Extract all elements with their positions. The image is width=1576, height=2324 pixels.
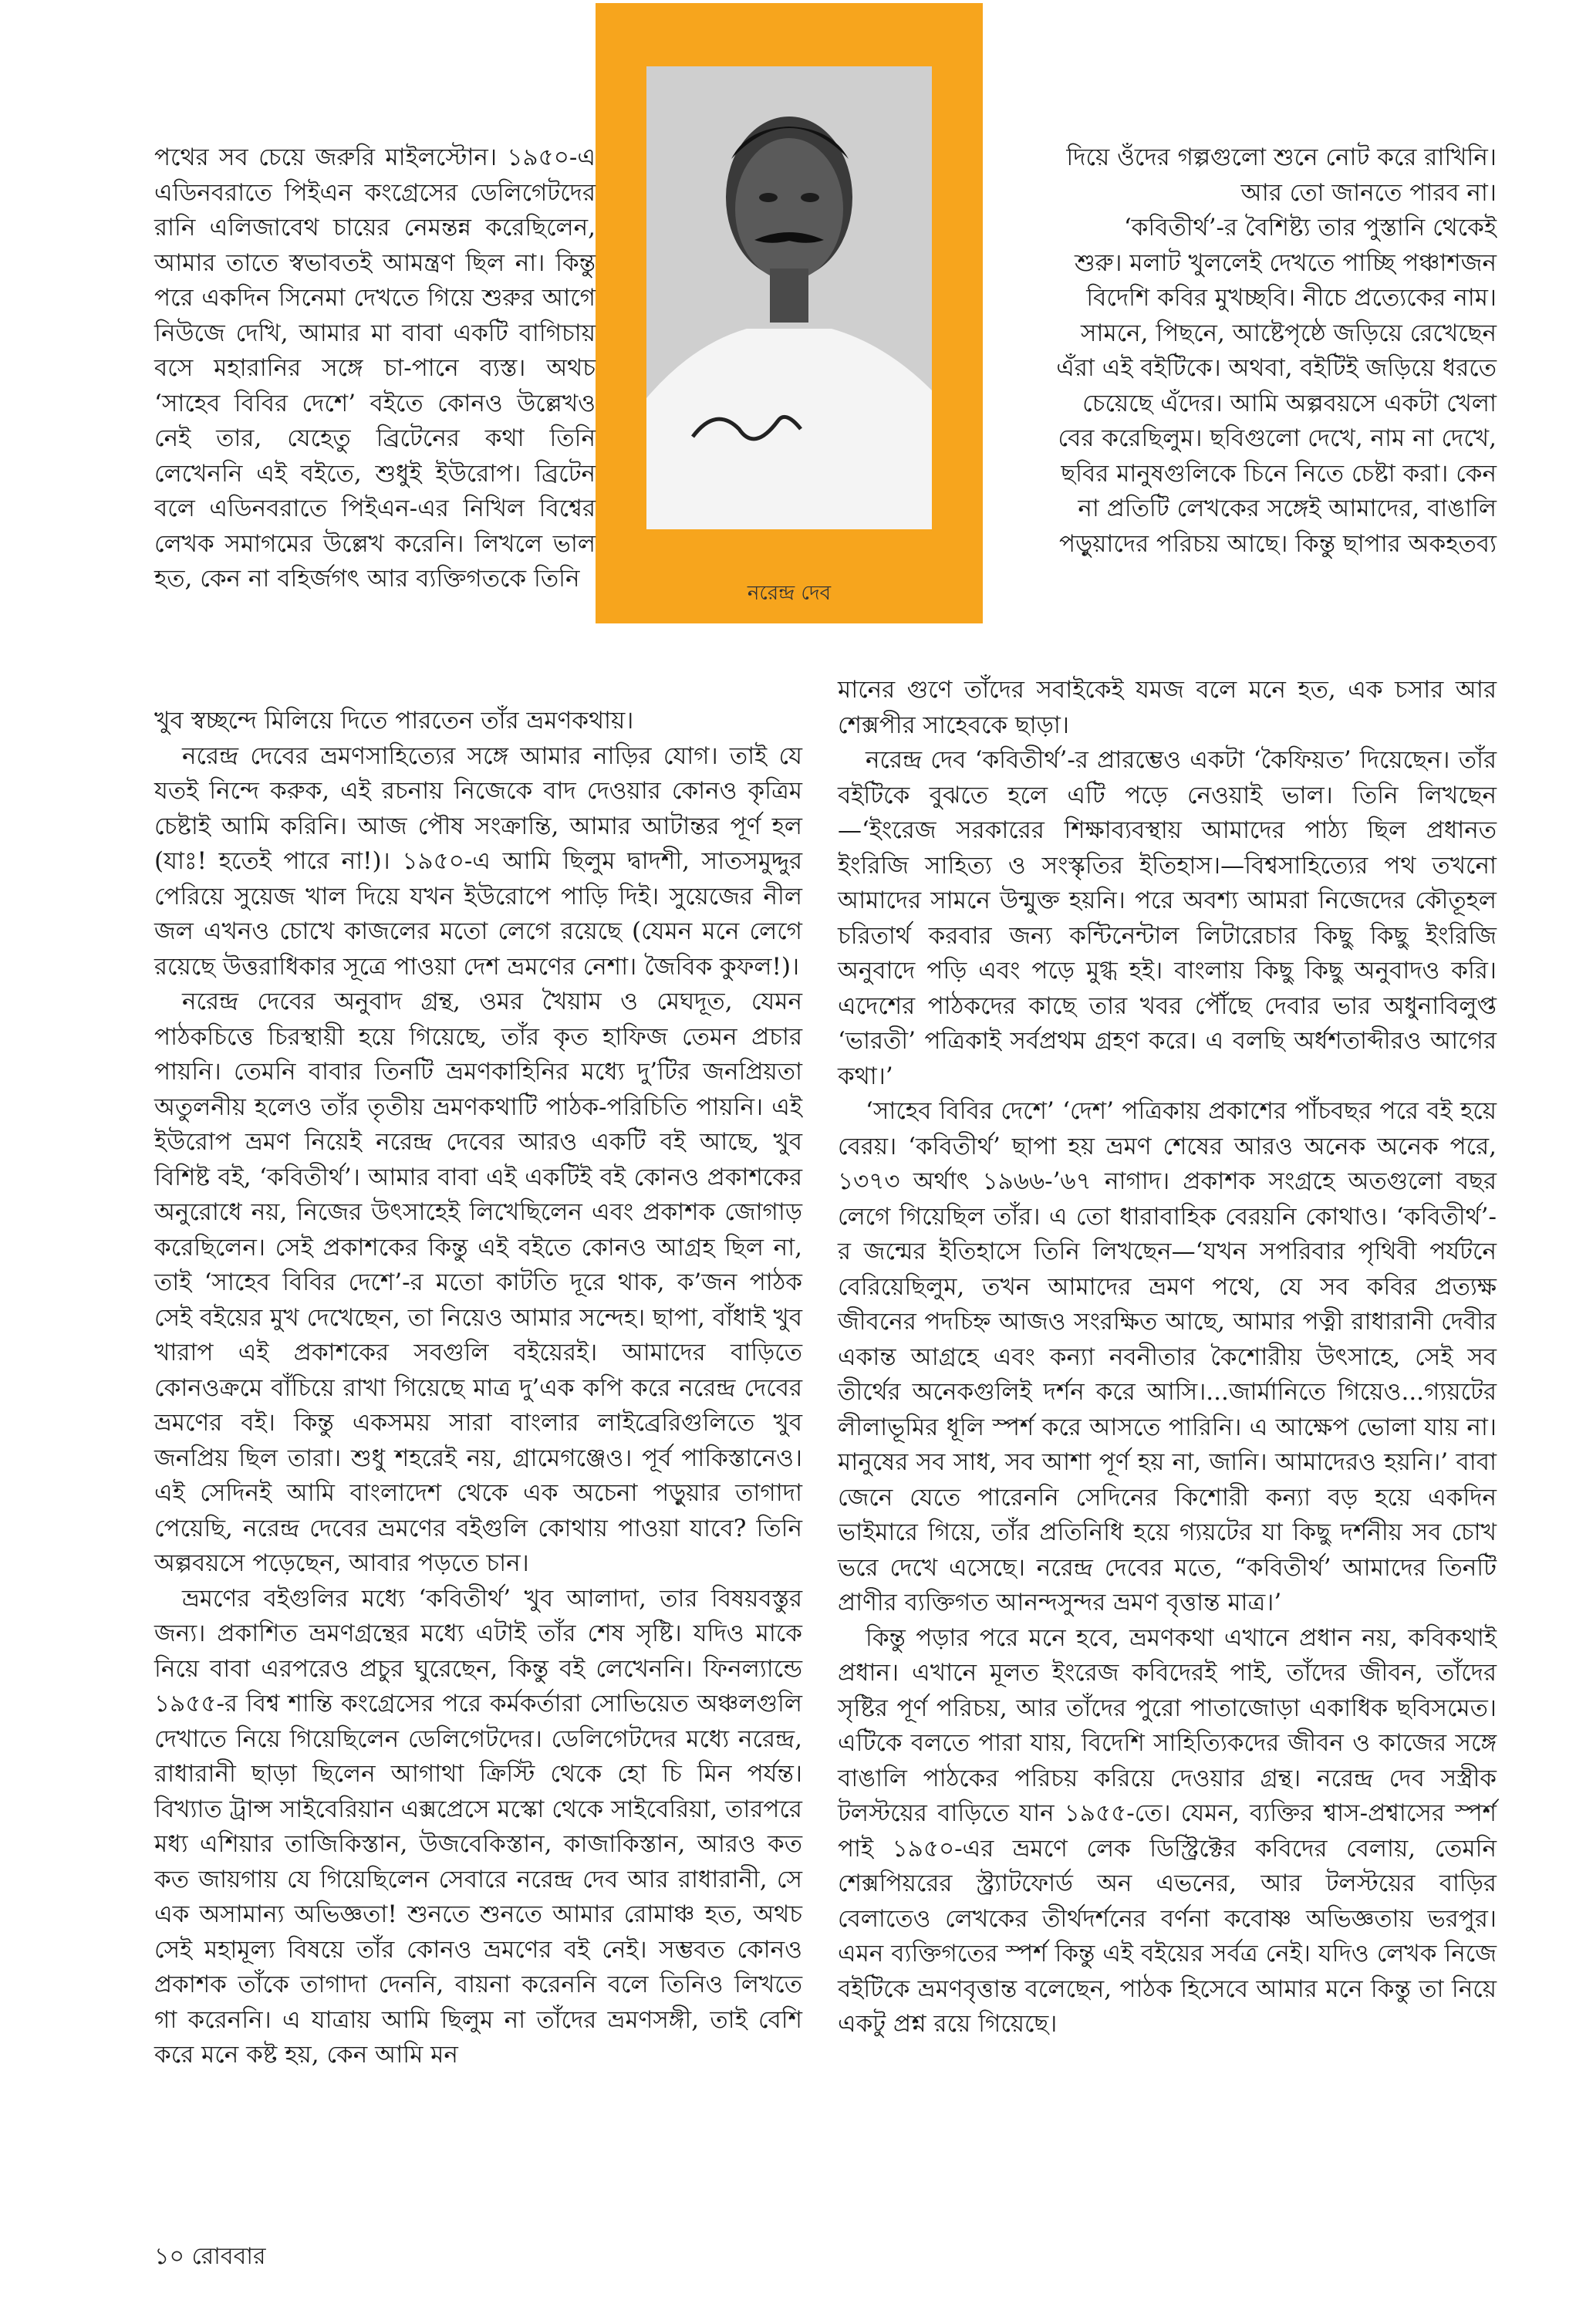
portrait-illustration (646, 66, 932, 529)
left-column-main (154, 704, 802, 2073)
left-column-top (154, 140, 596, 597)
paragraph: ‘সাহেব বিবির দেশে’ ‘দেশ’ পত্রিকায় প্রকাশের পাঁচবছর পরে বই হয়ে বেরয়। ‘কবিতীর্থ’ ছাপা হয় ভ্রমণ শেষের আরও অনেক অনেক পরে, ১৩৭৩ অর্থাৎ ১৯৬৬-’৬৭ নাগাদ। প্রকাশক সংগ্রহে অতগুলো বছর লেগে গিয়েছিল তাঁর। এ তো ধারাবাহিক বেরয়নি কোথাও। ‘কবিতীর্থ’-র জন্মের ইতিহাসে তিনি লিখছেন—‘যখন সপরিবার পৃথিবী পর্যটনে বেরিয়েছিলুম, তখন আমাদের ভ্রমণ পথে, যে সব কবির প্রত্যক্ষ জীবনের পদচিহ্ন আজও সংরক্ষিত আছে, আমার পত্নী রাধারানী দেবীর একান্ত আগ্রহে এবং কন্যা নবনীতার কৈশোরীয় উৎসাহে, সেই সব তীর্থের অনেকগুলিই দর্শন করে আসি।...জার্মানিতে গিয়েও...গ্যয়টের লীলাভূমির ধূলি স্পর্শ করে আসতে পারিনি। এ আক্ষেপ ভোলা যায় না। মানুষের সব সাধ, সব আশা পূর্ণ হয় না, জানি। আমাদেরও হয়নি।’ বাবা জেনে যেতে পারেননি সেদিনের কিশোরী কন্যা বড় হয়ে একদিন ভাইমারে গিয়ে, তাঁর প্রতিনিধি হয়ে গ্যয়টের যা কিছু দর্শনীয় সব চোখ ভরে দেখে এসেছে। নরেন্দ্র দেবের মতে, “কবিতীর্থ’ আমাদের তিনটি প্রাণীর ব্যক্তিগত আনন্দসুন্দর ভ্রমণ বৃত্তান্ত মাত্র।’ (838, 1097, 1497, 1616)
paragraph: নরেন্দ্র দেবের অনুবাদ গ্রন্থ, ওমর খৈয়াম ও মেঘদূত, যেমন পাঠকচিত্তে চিরস্থায়ী হয়ে গিয়েছে, তাঁর কৃত হাফিজ তেমন প্রচার পায়নি। তেমনি বাবার তিনটি ভ্রমণকাহিনির মধ্যে দু’টির জনপ্রিয়তা অতুলনীয় হলেও তাঁর তৃতীয় ভ্রমণকথাটি পাঠক-পরিচিতি পায়নি। এই ইউরোপ ভ্রমণ নিয়েই নরেন্দ্র দেবের আরও একটি বই আছে, খুব বিশিষ্ট বই, ‘কবিতীর্থ’। আমার বাবা এই একটিই বই কোনও প্রকাশকের অনুরোধে নয়, নিজের উৎসাহেই লিখেছিলেন এবং প্রকাশক জোগাড় করেছিলেন। সেই প্রকাশকের কিন্তু এই বইতে কোনও আগ্রহ ছিল না, তাই ‘সাহেব বিবির দেশে’-র মতো কাটতি দূরে থাক, ক’জন পাঠক সেই বইয়ের মুখ দেখেছেন, তা নিয়েও আমার সন্দেহ। ছাপা, বাঁধাই খুব খারাপ এই প্রকাশকের সবগুলি বইয়েরই। আমাদের বাড়িতে কোনওক্রমে বাঁচিয়ে রাখা গিয়েছে মাত্র দু’এক কপি করে নরেন্দ্র দেবের ভ্রমণের বই। কিন্তু একসময় সারা বাংলার লাইব্রেরিগুলিতে খুব জনপ্রিয় ছিল তারা। শুধু শহরেই নয়, গ্রামেগঞ্জেও। পূর্ব পাকিস্তানেও। এই সেদিনই আমি বাংলাদেশ থেকে এক অচেনা পড়ুয়ার তাগাদা পেয়েছি, নরেন্দ্র দেবের ভ্রমণের বইগুলি কোথায় পাওয়া যাবে? তিনি অল্পবয়সে পড়েছেন, আবার পড়তে চান। (154, 988, 802, 1577)
portrait-frame (596, 3, 983, 623)
paragraph: পথের সব চেয়ে জরুরি মাইলস্টোন। ১৯৫০-এ এডিনবরাতে পিইএন কংগ্রেসের ডেলিগেটদের রানি এলিজাবেথ চায়ের নেমন্তন্ন করেছিলেন, আমার তাতে স্বভাবতই আমন্ত্রণ ছিল না। কিন্তু পরে একদিন সিনেমা দেখতে গিয়ে শুরুর আগে নিউজে দেখি, আমার মা বাবা একটি বাগিচায় বসে মহারানির সঙ্গে চা-পানে ব্যস্ত। অথচ ‘সাহেব বিবির দেশে’ বইতে কোনও উল্লেখও নেই তার, যেহেতু ব্রিটেনের কথা তিনি লেখেননি এই বইতে, শুধুই ইউরোপ। ব্রিটেন বলে এডিনবরাতে পিইএন-এর নিখিল বিশ্বের লেখক সমাগমের উল্লেখ করেনি। লিখলে ভাল হত, কেন না বহির্জগৎ আর ব্যক্তিগতকে তিনি (154, 144, 596, 593)
paragraph: নরেন্দ্র দেবের ভ্রমণসাহিত্যের সঙ্গে আমার নাড়ির যোগ। তাই যে যতই নিন্দে করুক, এই রচনায় নিজেকে বাদ দেওয়ার কোনও কৃত্রিম চেষ্টাই আমি করিনি। আজ পৌষ সংক্রান্তি, আমার আটান্তর পূর্ণ হল (যাঃ! হতেই পারে না!)। ১৯৫০-এ আমি ছিলুম দ্বাদশী, সাতসমুদ্দুর পেরিয়ে সুয়েজ খাল দিয়ে যখন ইউরোপে পাড়ি দিই। সুয়েজের নীল জল এখনও চোখে কাজলের মতো লেগে রয়েছে (যেমন মনে লেগে রয়েছে উত্তরাধিকার সূত্রে পাওয়া দেশ ভ্রমণের নেশা। জৈবিক কুফল!)। (154, 741, 802, 981)
paragraph: ভ্রমণের বইগুলির মধ্যে ‘কবিতীর্থ’ খুব আলাদা, তার বিষয়বস্তুর জন্য। প্রকাশিত ভ্রমণগ্রন্থের মধ্যে এটাই তাঁর শেষ সৃষ্টি। যদিও মাকে নিয়ে বাবা এরপরেও প্রচুর ঘুরেছেন, কিন্তু বই লেখেননি। ফিনল্যান্ডে ১৯৫৫-র বিশ্ব শান্তি কংগ্রেসের পরে কর্মকর্তারা সোভিয়েত অঞ্চলগুলি দেখাতে নিয়ে গিয়েছিলেন ডেলিগেটদের। ডেলিগেটদের মধ্যে নরেন্দ্র, রাধারানী ছাড়া ছিলেন আগাথা ক্রিস্টি থেকে হো চি মিন পর্যন্ত। বিখ্যাত ট্রান্স সাইবেরিয়ান এক্সপ্রেসে মস্কো থেকে সাইবেরিয়া, তারপরে মধ্য এশিয়ার তাজিকিস্তান, উজবেকিস্তান, কাজাকিস্তান, আরও কত কত জায়গায় যে গিয়েছিলেন সেবারে নরেন্দ্র দেব আর রাধারানী, সে এক অসামান্য অভিজ্ঞতা! শুনতে শুনতে আমার রোমাঞ্চ হত, অথচ সেই মহামূল্য বিষয়ে তাঁর কোনও ভ্রমণের বই নেই। সম্ভবত কোনও প্রকাশক তাঁকে তাগাদা দেননি, বায়না করেননি বলে তিনিও লিখতে গা করেননি। এ যাত্রায় আমি ছিলুম না তাঁদের ভ্রমণসঙ্গী, তাই বেশি করে মনে কষ্ট হয়, কেন আমি মন (154, 1584, 802, 2069)
paragraph: খুব স্বচ্ছন্দে মিলিয়ে দিতে পারতেন তাঁর ভ্রমণকথায়। (154, 707, 634, 735)
page-footer: ১০ রোববার (154, 2243, 266, 2270)
paragraph: মানের গুণে তাঁদের সবাইকেই যমজ বলে মনে হত, এক চসার আর শেক্সপীর সাহেবকে ছাড়া। (838, 676, 1497, 739)
right-column-main (838, 673, 1497, 2042)
paragraph: ‘কবিতীর্থ’-র বৈশিষ্ট্য তার পুস্তানি থেকেই শুরু। মলাট খুললেই দেখতে পাচ্ছি পঞ্চাশজন বিদেশি কবির মুখচ্ছবি। নীচে প্রত্যেকের নাম। সামনে, পিছনে, আষ্টেপৃষ্ঠে জড়িয়ে রেখেছেন এঁরা এই বইটিকে। অথবা, বইটিই জড়িয়ে ধরতে চেয়েছে এঁদের। আমি অল্পবয়সে একটা খেলা বের করেছিলুম। ছবিগুলো দেখে, নাম না দেখে, ছবির মানুষগুলিকে চিনে নিতে চেষ্টা করা। কেন না প্রতিটি লেখকের সঙ্গেই আমাদের, বাঙালি পড়ুয়াদের পরিচয় আছে। কিন্তু ছাপার অকহতব্য (1056, 214, 1497, 558)
right-column-top (1055, 140, 1497, 562)
paragraph: দিয়ে ওঁদের গল্পগুলো শুনে নোট করে রাখিনি। আর তো জানতে পারব না। (1066, 144, 1497, 207)
portrait-photo (646, 66, 932, 529)
portrait-caption: নরেন্দ্র দেব (747, 582, 832, 605)
paragraph: নরেন্দ্র দেব ‘কবিতীর্থ’-র প্রারম্ভেও একটা ‘কৈফিয়ত’ দিয়েছেন। তাঁর বইটিকে বুঝতে হলে এটি পড়ে নেওয়াই ভাল। তিনি লিখছেন—‘ইংরেজ সরকারের শিক্ষাব্যবস্থায় আমাদের পাঠ্য ছিল প্রধানত ইংরিজি সাহিত্য ও সংস্কৃতির ইতিহাস।—বিশ্বসাহিত্যের পথ তখনো আমাদের সামনে উন্মুক্ত হয়নি। পরে অবশ্য আমরা নিজেদের কৌতূহল চরিতার্থ করবার জন্য কন্টিনেন্টাল লিটারেচার কিছু কিছু ইংরিজি অনুবাদে পড়ি এবং পড়ে মুগ্ধ হই। বাংলায় কিছু কিছু অনুবাদও করি। এদেশের পাঠকদের কাছে তার খবর পৌঁছে দেবার ভার অধুনাবিলুপ্ত ‘ভারতী’ পত্রিকাই সর্বপ্রথম গ্রহণ করে। এ বলছি অর্ধশতাব্দীরও আগের কথা।’ (838, 746, 1497, 1090)
paragraph: কিন্তু পড়ার পরে মনে হবে, ভ্রমণকথা এখানে প্রধান নয়, কবিকথাই প্রধান। এখানে মূলত ইংরেজ কবিদেরই পাই, তাঁদের জীবন, তাঁদের সৃষ্টির পূর্ণ পরিচয়, আর তাঁদের পুরো পাতাজোড়া একাধিক ছবিসমেত। এটিকে বলতে পারা যায়, বিদেশি সাহিত্যিকদের জীবন ও কাজের সঙ্গে বাঙালি পাঠকের পরিচয় করিয়ে দেওয়ার গ্রন্থ। নরেন্দ্র দেব সস্ত্রীক টলস্টয়ের বাড়িতে যান ১৯৫৫-তে। যেমন, ব্যক্তির শ্বাস-প্রশ্বাসের স্পর্শ পাই ১৯৫০-এর ভ্রমণে লেক ডিস্ট্রিক্টের কবিদের বেলায়, তেমনি শেক্সপিয়রের স্ট্র্যাটফোর্ড অন এভনের, আর টলস্টয়ের বাড়ির বেলাতেও লেখকের তীর্থদর্শনের বর্ণনা কবোষ্ণ অভিজ্ঞতায় ভরপুর। এমন ব্যক্তিগতের স্পর্শ কিন্তু এই বইয়ের সর্বত্র নেই। যদিও লেখক নিজে বইটিকে ভ্রমণবৃত্তান্ত বলেছেন, পাঠক হিসেবে আমার মনে কিন্তু তা নিয়ে একটু প্রশ্ন রয়ে গিয়েছে। (838, 1623, 1497, 2038)
